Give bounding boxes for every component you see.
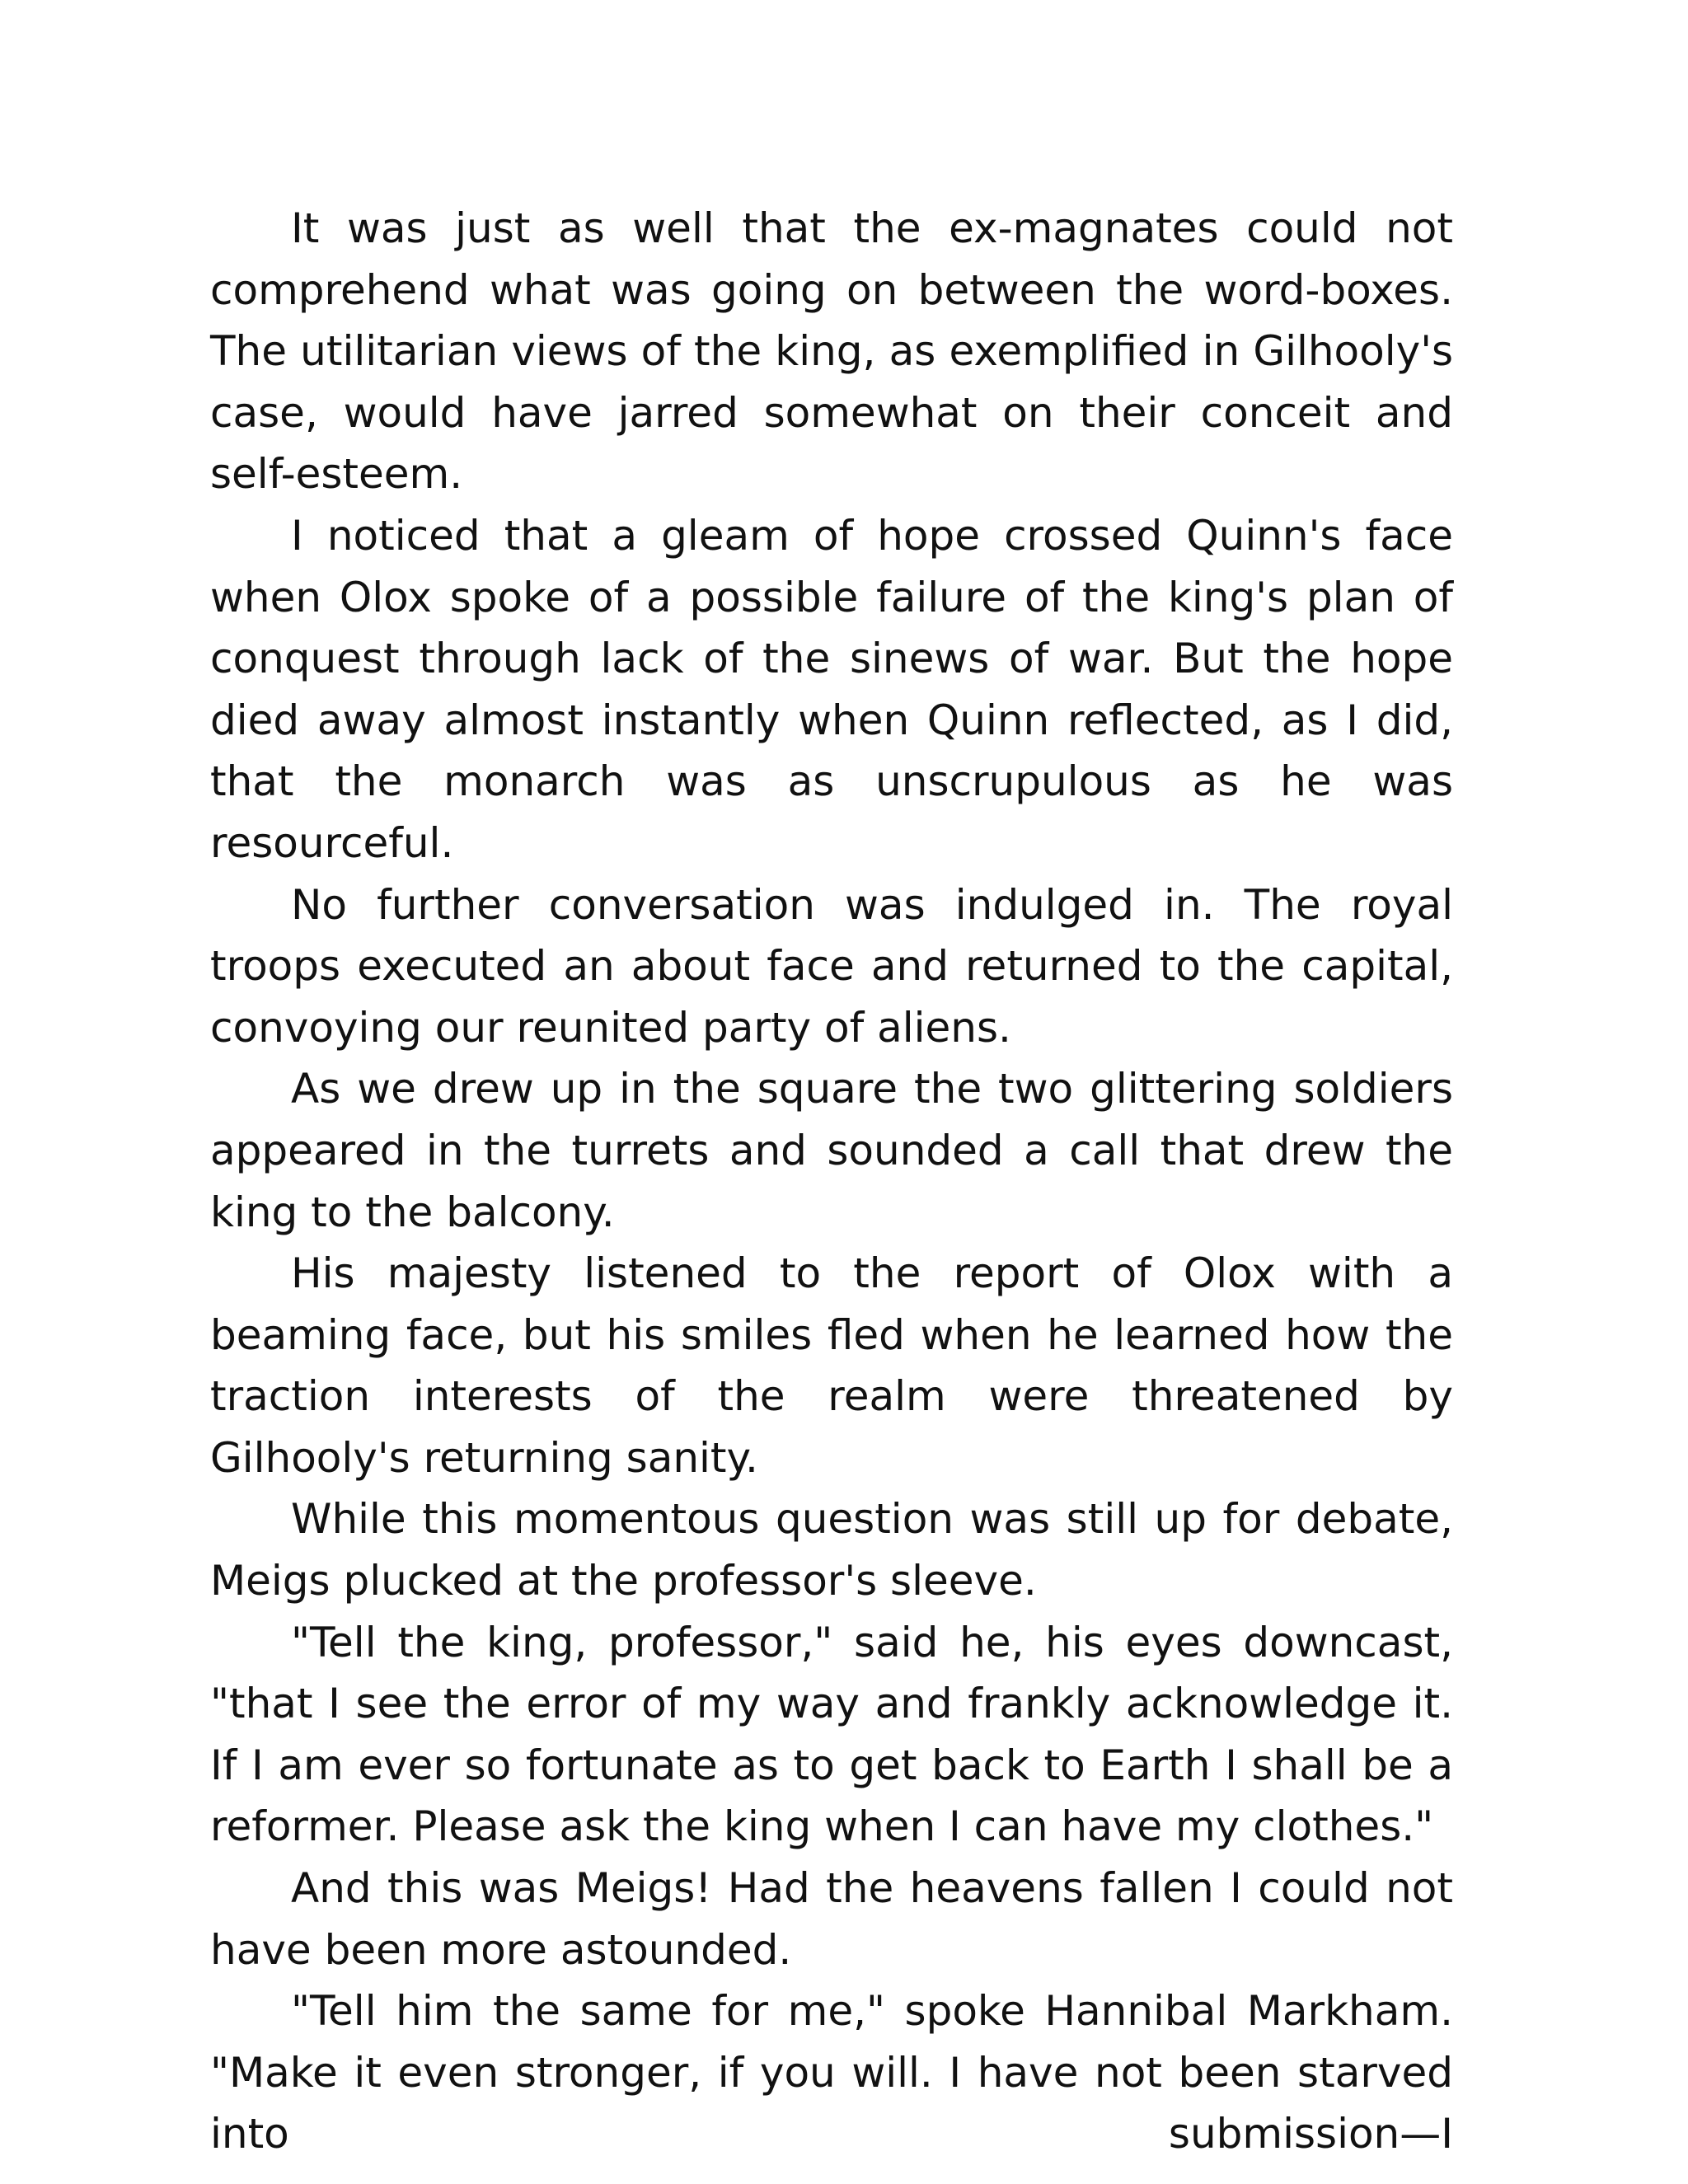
paragraph: While this momentous question was still up for debate, Meigs plucked at the professor's sleeve.: [210, 1495, 1453, 1605]
paragraph: I noticed that a gleam of hope crossed Quinn's face when Olox spoke of a possible failure of the king's plan of conquest through lack of the sinews of war. But the hope died away almost instantly when Quinn reflected, as I did, that the monarch was as unscrupulous as he was resourceful.: [210, 511, 1453, 867]
paragraph: His majesty listened to the report of Olox with a beaming face, but his smiles fled when he learned how the traction interests of the realm were threatened by Gilhooly's returning sanity.: [210, 1249, 1453, 1482]
paragraph: As we drew up in the square the two glittering soldiers appeared in the turrets and sounded a call that drew the king to the balcony.: [210, 1065, 1453, 1236]
paragraph: And this was Meigs! Had the heavens fallen I could not have been more astounded.: [210, 1864, 1453, 1974]
page-body: [210, 198, 1453, 2165]
paragraph: No further conversation was indulged in. The royal troops executed an about face and returned to the capital, convoying our reunited party of aliens.: [210, 880, 1453, 1052]
paragraph: "Tell him the same for me," spoke Hannibal Markham. "Make it even stronger, if you will. I have not been starved into submission—I: [210, 1987, 1453, 2158]
paragraph: It was just as well that the ex-magnates could not comprehend what was going on between the word-boxes. The utilitarian views of the king, as exemplified in Gilhooly's case, would have jarred somewhat on their conceit and self-esteem.: [210, 204, 1453, 499]
paragraph: "Tell the king, professor," said he, his eyes downcast, "that I see the error of my way and frankly acknowledge it. If I am ever so fortunate as to get back to Earth I shall be a reformer. Please ask the king when I can have my clothes.": [210, 1618, 1453, 1851]
